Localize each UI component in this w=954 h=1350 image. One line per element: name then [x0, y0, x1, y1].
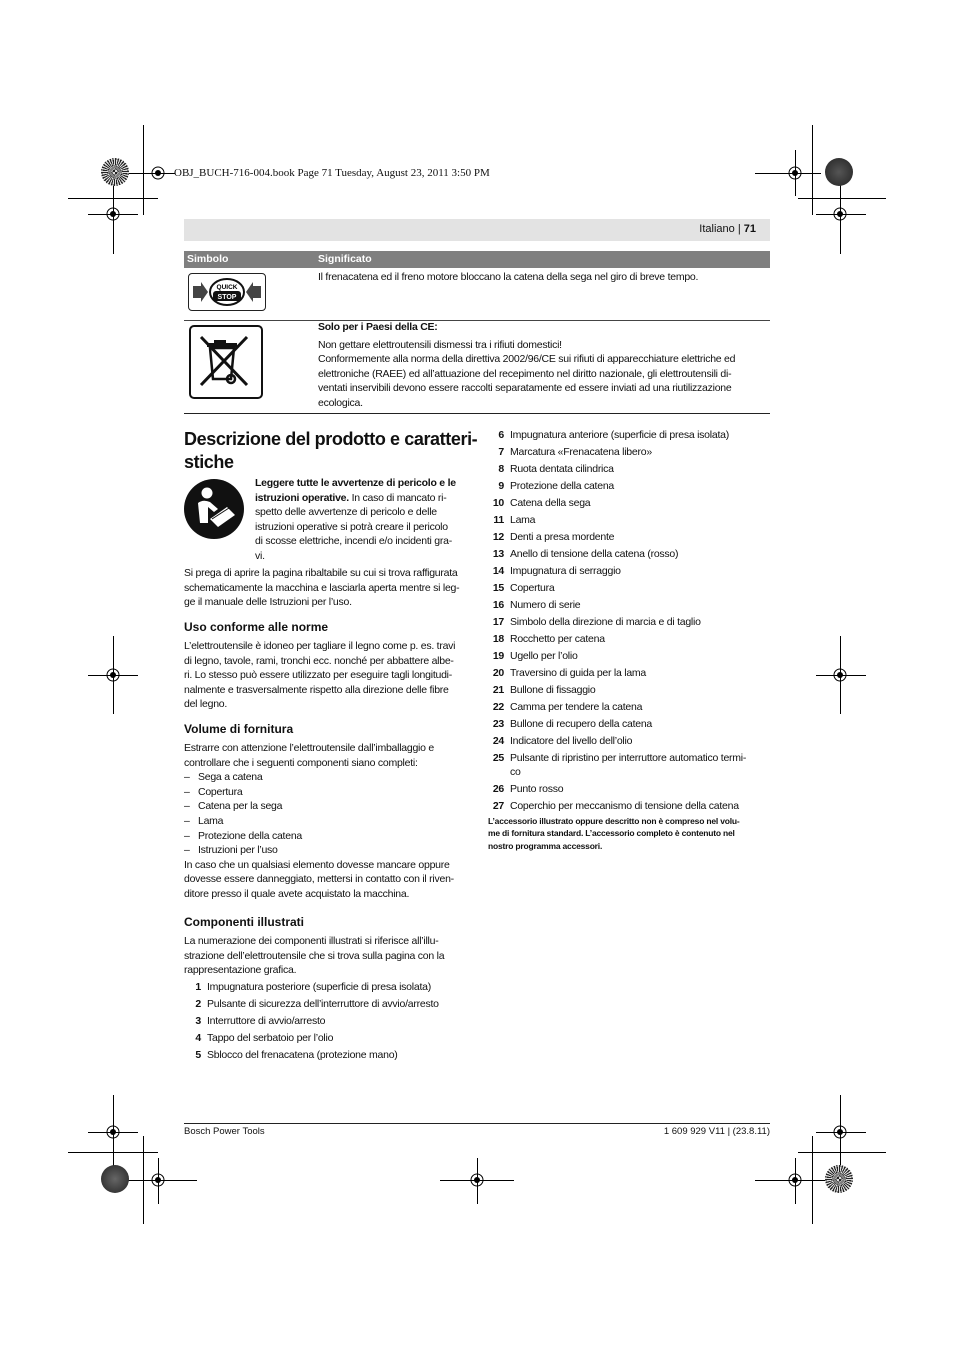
- component-item: 26 Punto rosso: [492, 783, 564, 795]
- weee-title: Solo per i Paesi della CE:: [318, 321, 438, 333]
- intro-line: Si prega di aprire la pagina ribaltabile su cui si trova raffigurata: [184, 567, 458, 579]
- components-list-right: [484, 428, 774, 816]
- component-item: 12 Denti a presa mordente: [492, 531, 615, 543]
- supply-list: [184, 770, 469, 858]
- component-item: 21 Bullone di fissaggio: [492, 684, 596, 696]
- component-item: 8 Ruota dentata cilindrica: [498, 463, 614, 475]
- page-header: [640, 223, 756, 235]
- component-item: 13 Anello di tensione della catena (rosso): [492, 548, 679, 560]
- warning-line: istruzioni operative si potrà creare il pericolo: [255, 520, 448, 533]
- supply-paragraph: [184, 741, 469, 902]
- list-item: – Copertura: [184, 785, 243, 798]
- note-line: L’accessorio illustrato oppure descritto non è compreso nel volu-: [488, 816, 740, 826]
- component-item: 3 Interruttore di avvio/arresto: [195, 1015, 326, 1027]
- intro-paragraph: [184, 566, 469, 610]
- component-item: 27 Coperchio per meccanismo di tensione della catena: [492, 800, 739, 812]
- color-rosette-icon: [825, 1165, 853, 1193]
- registration-mark-icon: [104, 666, 122, 684]
- registration-mark-icon: [149, 164, 167, 182]
- color-rosette-icon: [825, 158, 853, 186]
- warning-bold: istruzioni operative.: [255, 491, 349, 504]
- weee-line: Conformemente alla norma della direttiva 2002/96/CE sui rifiuti di apparecchiature elettriche ed: [318, 353, 736, 366]
- color-rosette-icon: [101, 158, 129, 186]
- component-item: 25 Pulsante di ripristino per interruttore automatico termi- co: [492, 752, 747, 778]
- component-item: 11 Lama: [493, 514, 536, 526]
- component-item: 9 Protezione della catena: [498, 480, 614, 492]
- weee-line: ventati inservibili devono essere raccolti separatamente ed essere inviati ad una riutilizzazione: [318, 382, 732, 395]
- use-heading: Uso conforme alle norme: [184, 620, 329, 634]
- use-line: ri. Lo stesso può essere utilizzato per eseguire tagli longitudi-: [184, 669, 452, 682]
- warning-line: di scosse elettriche, incendi e/o incidenti gra-: [255, 535, 452, 548]
- component-item: 22 Camma per tendere la catena: [492, 701, 643, 713]
- use-line: del legno.: [184, 698, 228, 711]
- component-item: 17 Simbolo della direzione di marcia e di taglio: [492, 616, 701, 628]
- registration-mark-icon: [831, 1123, 849, 1141]
- use-line: nalmente e trasversalmente rispetto alla direzione delle fibre: [184, 683, 449, 696]
- symbol-table-header: [184, 251, 770, 268]
- weee-line: Non gettare elettroutensili dismessi tra i rifiuti domestici!: [318, 338, 562, 351]
- component-item: 20 Traversino di guida per la lama: [492, 667, 647, 679]
- supply-outro-line: ditore presso il quale avete acquistato la macchina.: [184, 887, 410, 900]
- read-manual-icon: [184, 479, 244, 539]
- col-symbol: Simbolo: [187, 253, 229, 265]
- components-list-left: [181, 980, 471, 1065]
- components-intro-line: rappresentazione grafica.: [184, 964, 297, 977]
- component-item: 10 Catena della sega: [492, 497, 591, 509]
- components-intro: [184, 934, 469, 978]
- list-item: – Lama: [184, 814, 224, 827]
- use-line: L’elettroutensile è idoneo per tagliare il legno come p. es. travi: [184, 640, 456, 652]
- component-item: 15 Copertura: [492, 582, 555, 594]
- supply-heading: Volume di fornitura: [184, 722, 294, 736]
- warning-line: vi.: [255, 549, 265, 562]
- supply-outro-line: dovesse essere danneggiato, mettersi in contatto con il riven-: [184, 873, 454, 886]
- list-item: – Istruzioni per l’uso: [184, 844, 278, 857]
- footer-rule: [184, 1123, 770, 1124]
- quick-stop-icon: [188, 273, 266, 311]
- use-line: di legno, tavole, rami, tronchi ecc. nonché per abbattere albe-: [184, 654, 454, 667]
- supply-outro-line: In caso che un qualsiasi elemento dovesse mancare oppure: [184, 858, 450, 871]
- warning-bold: Leggere tutte le avvertenze di pericolo e le: [255, 477, 456, 489]
- list-item: – Protezione della catena: [184, 829, 302, 842]
- note-line: nostro programma accessori.: [488, 840, 603, 851]
- component-item: 6 Impugnatura anteriore (superficie di presa isolata): [498, 429, 729, 441]
- registration-mark-icon: [104, 1123, 122, 1141]
- quick-stop-meaning: Il frenacatena ed il freno motore bloccano la catena della sega nel giro di breve tempo.: [318, 271, 699, 283]
- col-meaning: Significato: [318, 253, 372, 265]
- section-title-line: stiche: [184, 452, 234, 472]
- header-language: Italiano: [699, 223, 735, 235]
- color-rosette-icon: [101, 1165, 129, 1193]
- registration-mark-icon: [149, 1171, 167, 1189]
- component-item: 2 Pulsante di sicurezza dell’interruttore di avvio/arresto: [195, 998, 439, 1010]
- component-item: 14 Impugnatura di serraggio: [492, 565, 621, 577]
- components-heading: Componenti illustrati: [184, 915, 304, 929]
- component-item: 7 Marcatura «Frenacatena libero»: [498, 446, 652, 458]
- registration-mark-icon: [786, 164, 804, 182]
- section-title: [184, 428, 484, 474]
- accessory-note: [488, 815, 778, 852]
- footer-left: Bosch Power Tools: [184, 1126, 265, 1137]
- registration-mark-icon: [831, 205, 849, 223]
- intro-line: ge il manuale delle Istruzioni per l’uso.: [184, 596, 352, 609]
- crossed-out-bin-icon: [189, 325, 263, 399]
- print-header: OBJ_BUCH-716-004.book Page 71 Tuesday, August 23, 2011 3:50 PM: [174, 167, 490, 179]
- component-item: 4 Tappo del serbatoio per l’olio: [195, 1032, 334, 1044]
- registration-mark-icon: [786, 1171, 804, 1189]
- section-title-line: Descrizione del prodotto e caratteri-: [184, 429, 478, 449]
- supply-intro-line: controllare che i seguenti componenti siano completi:: [184, 756, 418, 769]
- list-item: – Catena per la sega: [184, 800, 283, 813]
- header-separator: |: [737, 223, 741, 235]
- weee-line: elettroniche (RAEE) ed all’attuazione del recepimento nel diritto nazionale, gli elettroutensili di-: [318, 367, 732, 380]
- quick-label: QUICK: [216, 284, 238, 291]
- footer-right: 1 609 929 V11 | (23.8.11): [663, 1126, 770, 1137]
- intro-line: schematicamente la macchina e lasciarla aperta mentre si leg-: [184, 581, 460, 594]
- weee-line: ecologica.: [318, 396, 363, 409]
- components-intro-line: La numerazione dei componenti illustrati si riferisce all’illu-: [184, 935, 439, 947]
- list-item: – Sega a catena: [184, 771, 263, 784]
- table-bottom-rule: [184, 413, 770, 414]
- supply-intro-line: Estrarre con attenzione l’elettroutensile dall’imballaggio e: [184, 742, 434, 754]
- use-paragraph: [184, 639, 469, 712]
- warning-line: In caso di mancato ri-: [348, 491, 447, 504]
- component-item: 24 Indicatore del livello dell’olio: [492, 735, 633, 747]
- registration-mark-icon: [104, 205, 122, 223]
- component-item: 18 Rocchetto per catena: [492, 633, 605, 645]
- components-intro-line: strazione dell’elettroutensile che si trova sulla pagina con la: [184, 949, 445, 962]
- warning-text: [255, 476, 467, 564]
- component-item: 5 Sblocco del frenacatena (protezione mano): [195, 1049, 398, 1061]
- registration-mark-icon: [831, 666, 849, 684]
- component-item: 23 Bullone di recupero della catena: [492, 718, 653, 730]
- registration-mark-icon: [468, 1171, 486, 1189]
- note-line: me di fornitura standard. L’accessorio completo è contenuto nel: [488, 828, 735, 839]
- component-item: 16 Numero di serie: [492, 599, 581, 611]
- weee-meaning: [318, 320, 770, 411]
- page-number: 71: [743, 223, 756, 235]
- warning-line: spetto delle avvertenze di pericolo e delle: [255, 506, 437, 519]
- component-item: 1 Impugnatura posteriore (superficie di presa isolata): [195, 981, 431, 993]
- component-item: 19 Ugello per l’olio: [492, 650, 578, 662]
- stop-label: STOP: [217, 294, 237, 301]
